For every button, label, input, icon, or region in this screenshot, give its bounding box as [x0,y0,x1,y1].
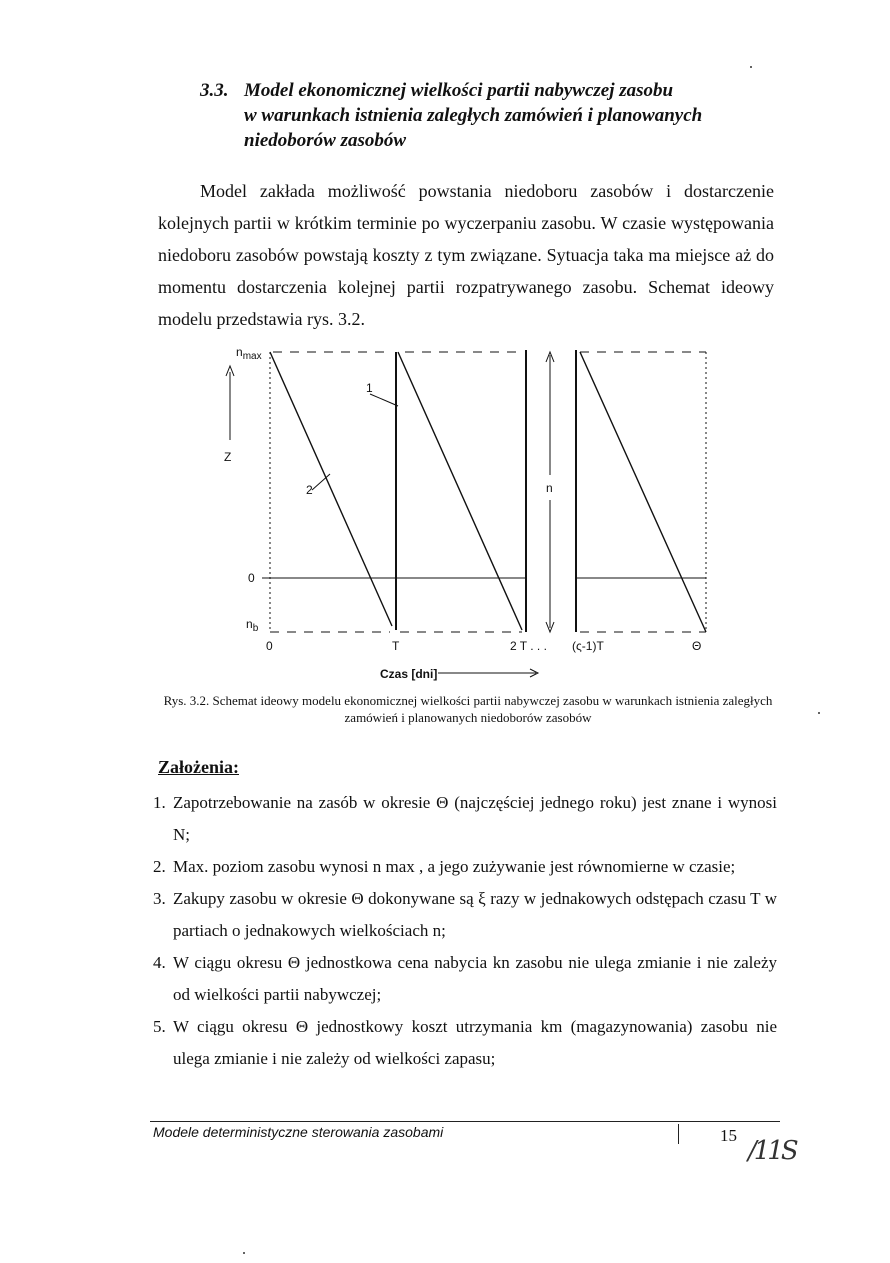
nmax-label: $n_{max}$ [236,345,262,362]
curve-label-2: 2 [306,483,313,497]
footer-rule [150,1121,780,1122]
assumption-text: Max. poziom zasobu wynosi n max , a jego zużywanie jest równomierne w czasie; [173,857,736,876]
speck-mark [818,712,820,714]
assumption-text: Zakupy zasobu w okresie Θ dokonywane są ξ razy w jednakowych odstępach czasu T w partiach o jednakowych wielkościach n; [173,889,777,940]
x-axis-title: Czas [dni] [380,667,438,681]
z-axis-label: Z [224,450,232,464]
assumption-number: 1. [153,793,166,812]
assumption-text: W ciągu okresu Θ jednostkowy koszt utrzymania km (magazynowania) zasobu nie ulega zmianie i nie zależy od wielkości zapasu; [173,1017,777,1068]
assumptions-list [153,787,777,1075]
assumption-item [153,883,777,947]
assumption-number: 4. [153,953,166,972]
label-1-leader [370,394,398,406]
speck-mark [243,1252,245,1254]
assumption-text: W ciągu okresu Θ jednostkowa cena nabycia kn zasobu nie ulega zmianie i nie zależy od wielkości partii nabywczej; [173,953,777,1004]
intro-paragraph: Model zakłada możliwość powstania niedoboru zasobów i dostarczenie kolejnych partii w krótkim terminie po wyczerpaniu zasobu. W czasie występowania niedoboru zasobów powstają koszty z tym związane. Sytuacja taka ma miejsce aż do momentu dostarczenia kolejnej partii rozpatrywanego zasobu. Schemat ideowy modelu przedstawia rys. 3.2. [158,181,774,329]
assumption-number: 2. [153,857,166,876]
zero-y-label: 0 [248,571,255,585]
assumptions-title: Założenia: [158,757,239,777]
assumption-item [153,947,777,1011]
nb-label: $n_b$ [246,617,259,634]
usage-line-cycle-1 [270,352,392,626]
x-tick-t: T [392,639,400,653]
curve-label-1: 1 [366,381,373,395]
heading-line-1: Model ekonomicznej wielkości partii nabywczej zasobu [244,80,674,101]
usage-line-cycle-3 [580,352,706,632]
x-tick-2t: 2 T . . . [510,639,547,653]
handwritten-page-mark: /11S [748,1136,796,1166]
assumption-item [153,851,777,883]
assumption-item [153,1011,777,1075]
assumption-item [153,787,777,851]
heading-line-3: niedoborów zasobów [244,130,407,151]
figure-caption: Rys. 3.2. Schemat ideowy modelu ekonomicznej wielkości partii nabywczej zasobu w warunkach istnienia zaległych zamówień i planowanych niedoborów zasobów [163,693,773,725]
usage-line-cycle-2 [398,352,522,630]
section-number: 3.3. [200,80,229,101]
heading-line-2: w warunkach istnienia zaległych zamówień i planowanych [244,105,703,126]
x-tick-theta: Θ [692,639,702,653]
speck-mark [750,66,752,68]
page-number: 15 [720,1126,737,1145]
batch-size-label: n [546,481,553,495]
x-tick-xi-t: (ς-1)T [572,639,604,653]
x-tick-0: 0 [266,639,273,653]
assumption-text: Zapotrzebowanie na zasób w okresie Θ (najczęściej jednego roku) jest znane i wynosi N; [173,793,777,844]
assumption-number: 5. [153,1017,166,1036]
footer-separator [678,1124,679,1144]
footer-title: Modele deterministyczne sterowania zasobami [153,1124,444,1140]
assumption-number: 3. [153,889,166,908]
